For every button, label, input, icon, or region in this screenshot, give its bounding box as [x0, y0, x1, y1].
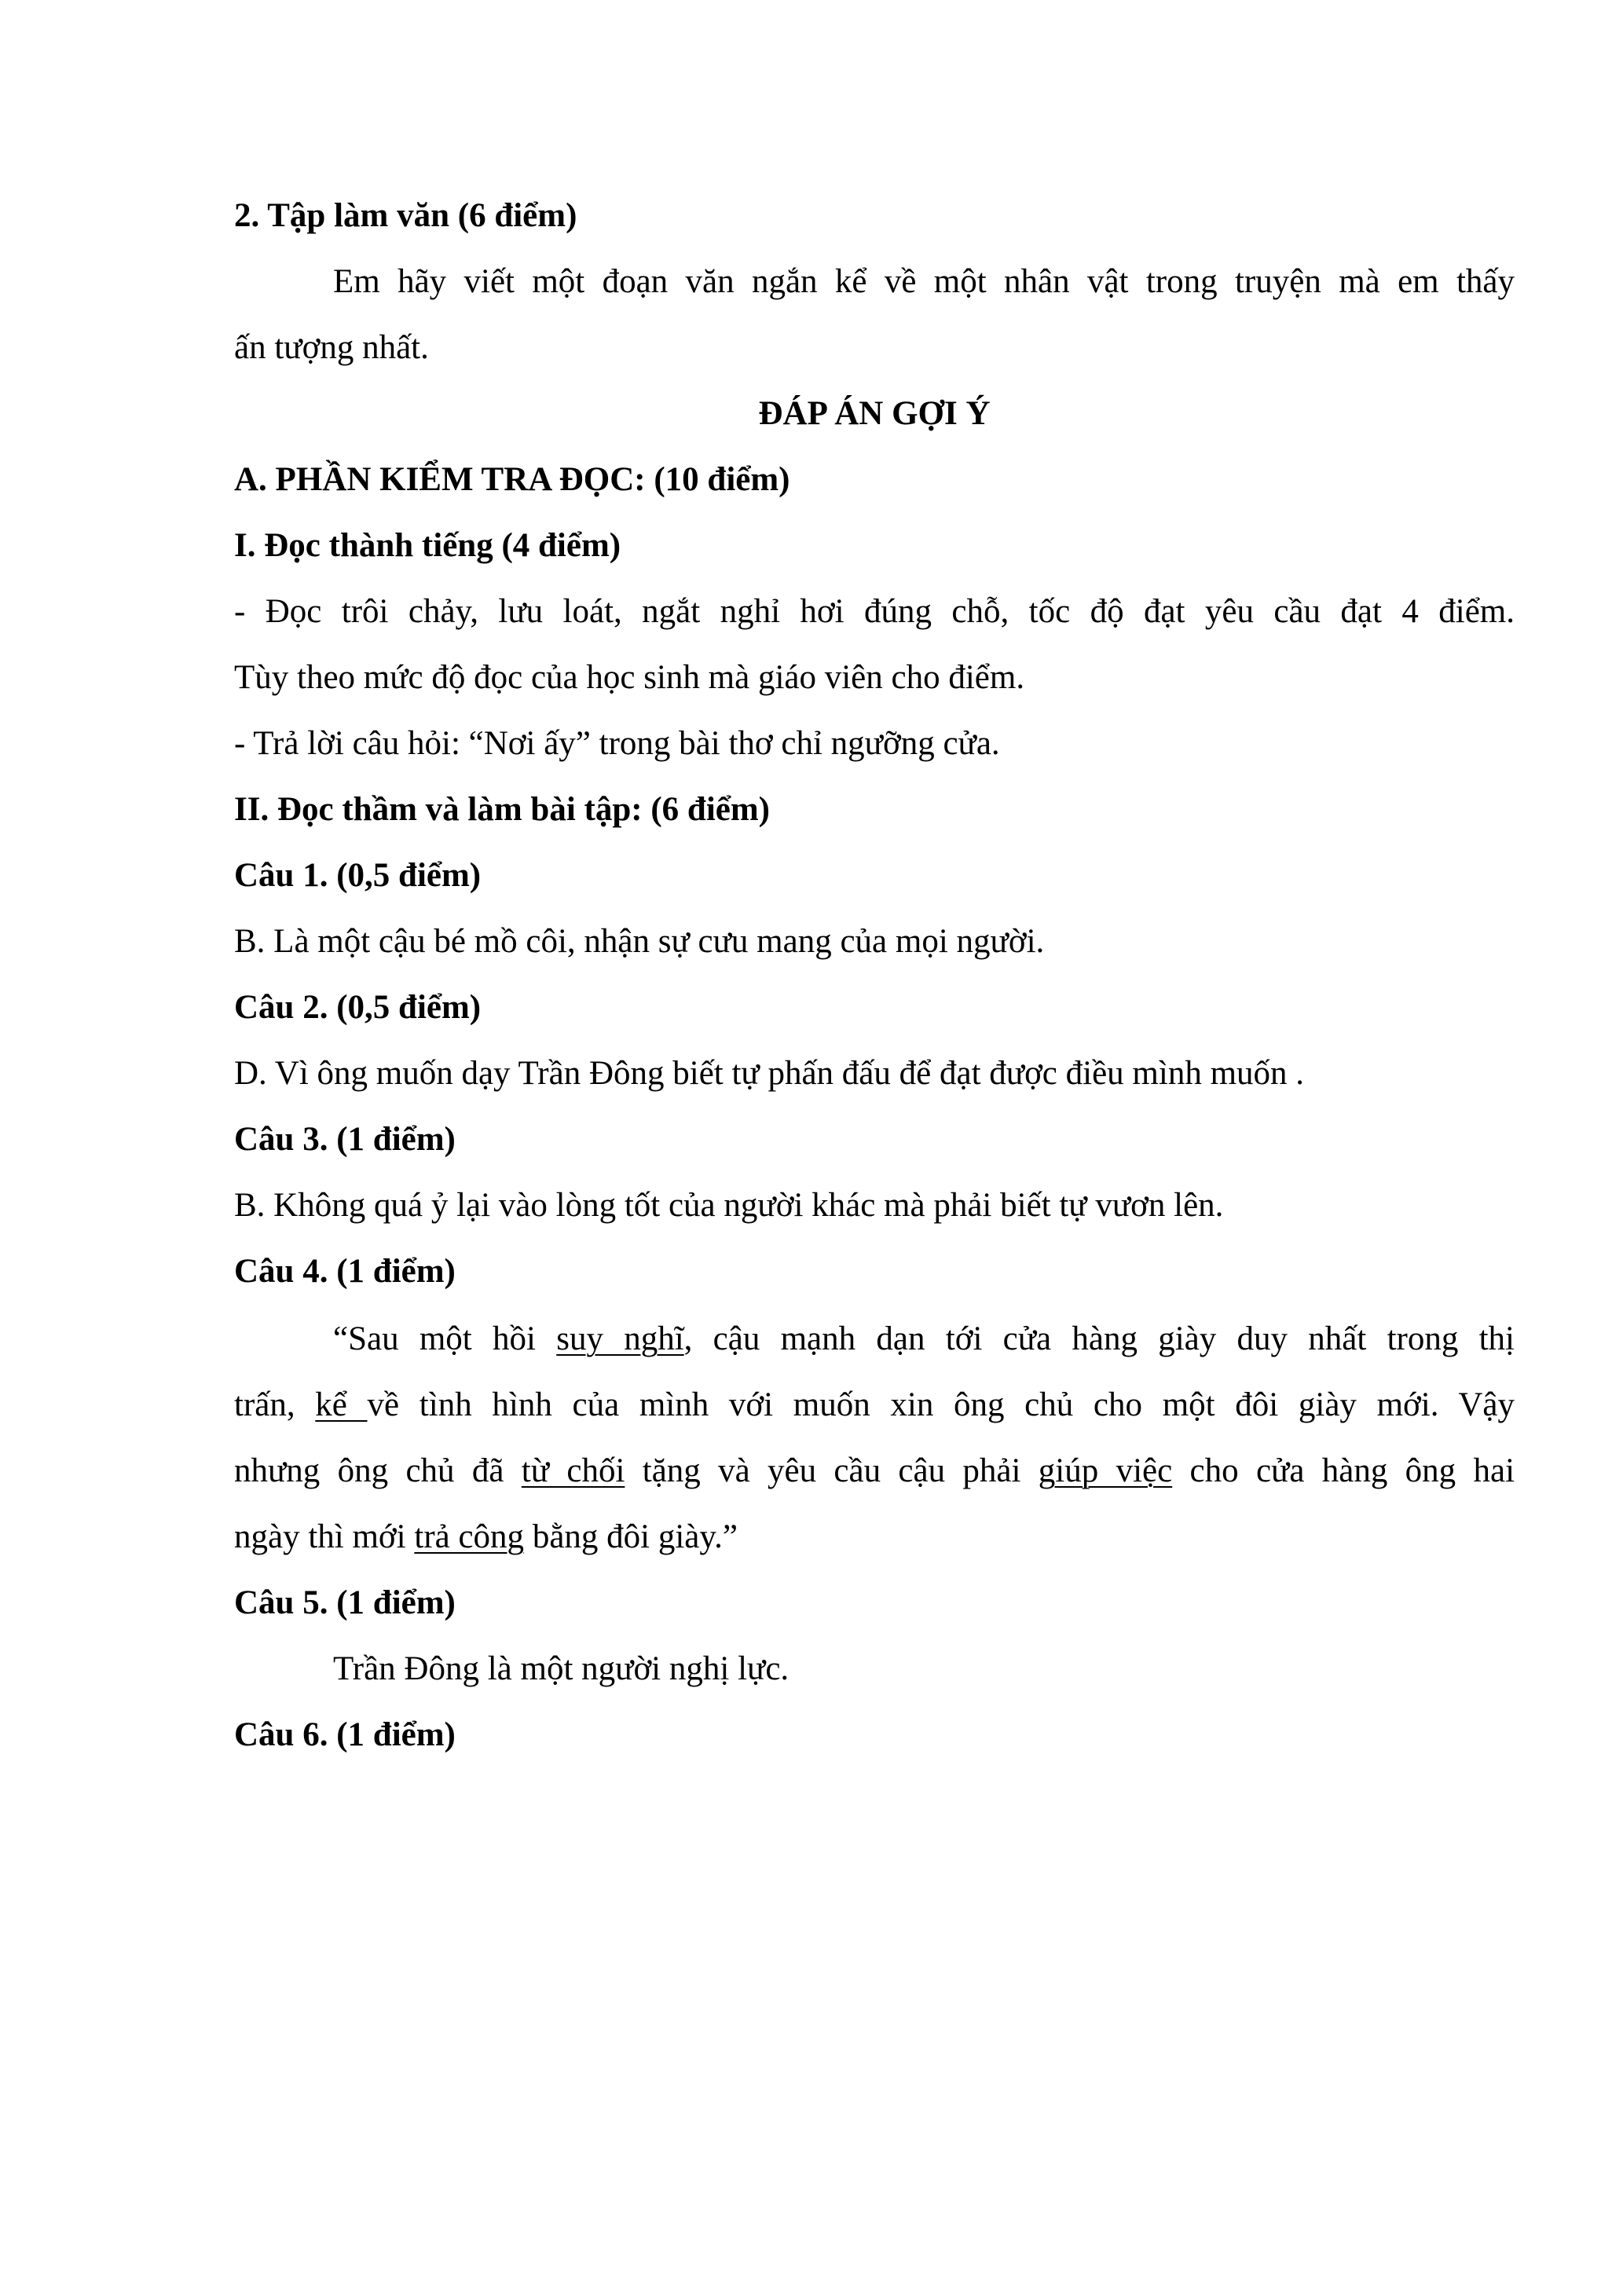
question-4-passage-line-3: [234, 1452, 1515, 1491]
question-4-passage-line-1: [333, 1320, 1515, 1359]
reading-aloud-heading: I. Đọc thành tiếng (4 điểm): [234, 527, 621, 564]
essay-prompt-line-2: ấn tượng nhất.: [234, 329, 429, 366]
answer-key-title: ĐÁP ÁN GỢI Ý: [758, 395, 991, 432]
question-2-answer: D. Vì ông muốn dạy Trần Đông biết tự phấn đấu để đạt được điều mình muốn .: [234, 1055, 1305, 1092]
question-4-heading: Câu 4. (1 điểm): [234, 1253, 456, 1290]
underlined-verb: giúp việc: [1038, 1452, 1173, 1489]
underlined-verb: kể: [315, 1386, 368, 1423]
passage-text: “Sau một hồi: [333, 1320, 557, 1357]
passage-text: ngày thì mới: [234, 1518, 415, 1555]
reading-aloud-line-1: - Đọc trôi chảy, lưu loát, ngắt nghỉ hơi đúng chỗ, tốc độ đạt yêu cầu đạt 4 điểm.: [234, 593, 1515, 630]
silent-reading-heading: II. Đọc thầm và làm bài tập: (6 điểm): [234, 791, 770, 828]
part-a-heading: A. PHẦN KIỂM TRA ĐỌC: (10 điểm): [234, 461, 790, 498]
question-5-heading: Câu 5. (1 điểm): [234, 1584, 456, 1621]
question-1-heading: Câu 1. (0,5 điểm): [234, 857, 482, 894]
underlined-verb: trả công: [414, 1518, 525, 1555]
passage-text: về tình hình của mình với muốn xin ông chủ cho một đôi giày mới. Vậy: [367, 1386, 1515, 1423]
question-3-answer: B. Không quá ỷ lại vào lòng tốt của người khác mà phải biết tự vươn lên.: [234, 1187, 1224, 1224]
passage-text: , cậu mạnh dạn tới cửa hàng giày duy nhất trong thị: [683, 1320, 1515, 1357]
passage-text: nhưng ông chủ đã: [234, 1452, 522, 1489]
question-5-answer: Trần Đông là một người nghị lực.: [333, 1650, 790, 1687]
question-1-answer: B. Là một cậu bé mồ côi, nhận sự cưu mang của mọi người.: [234, 923, 1045, 960]
reading-aloud-line-3: - Trả lời câu hỏi: “Nơi ấy” trong bài thơ chỉ ngưỡng cửa.: [234, 725, 1000, 762]
passage-text: bằng đôi giày.”: [524, 1518, 738, 1555]
passage-text: trấn,: [234, 1386, 316, 1423]
question-3-heading: Câu 3. (1 điểm): [234, 1121, 456, 1158]
passage-text: cho cửa hàng ông hai: [1172, 1452, 1515, 1489]
question-4-passage-line-2: [234, 1386, 1515, 1425]
section-heading-tap-lam-van: 2. Tập làm văn (6 điểm): [234, 197, 577, 234]
essay-prompt-line-1: Em hãy viết một đoạn văn ngắn kể về một nhân vật trong truyện mà em thấy: [333, 263, 1515, 300]
question-4-passage-line-4: [234, 1518, 1515, 1557]
reading-aloud-line-2: Tùy theo mức độ đọc của học sinh mà giáo viên cho điểm.: [234, 659, 1025, 696]
question-2-heading: Câu 2. (0,5 điểm): [234, 989, 482, 1026]
underlined-verb: suy nghĩ: [556, 1320, 684, 1357]
underlined-verb: từ chối: [521, 1452, 625, 1489]
passage-text: tặng và yêu cầu cậu phải: [625, 1452, 1039, 1489]
question-6-heading: Câu 6. (1 điểm): [234, 1716, 456, 1753]
